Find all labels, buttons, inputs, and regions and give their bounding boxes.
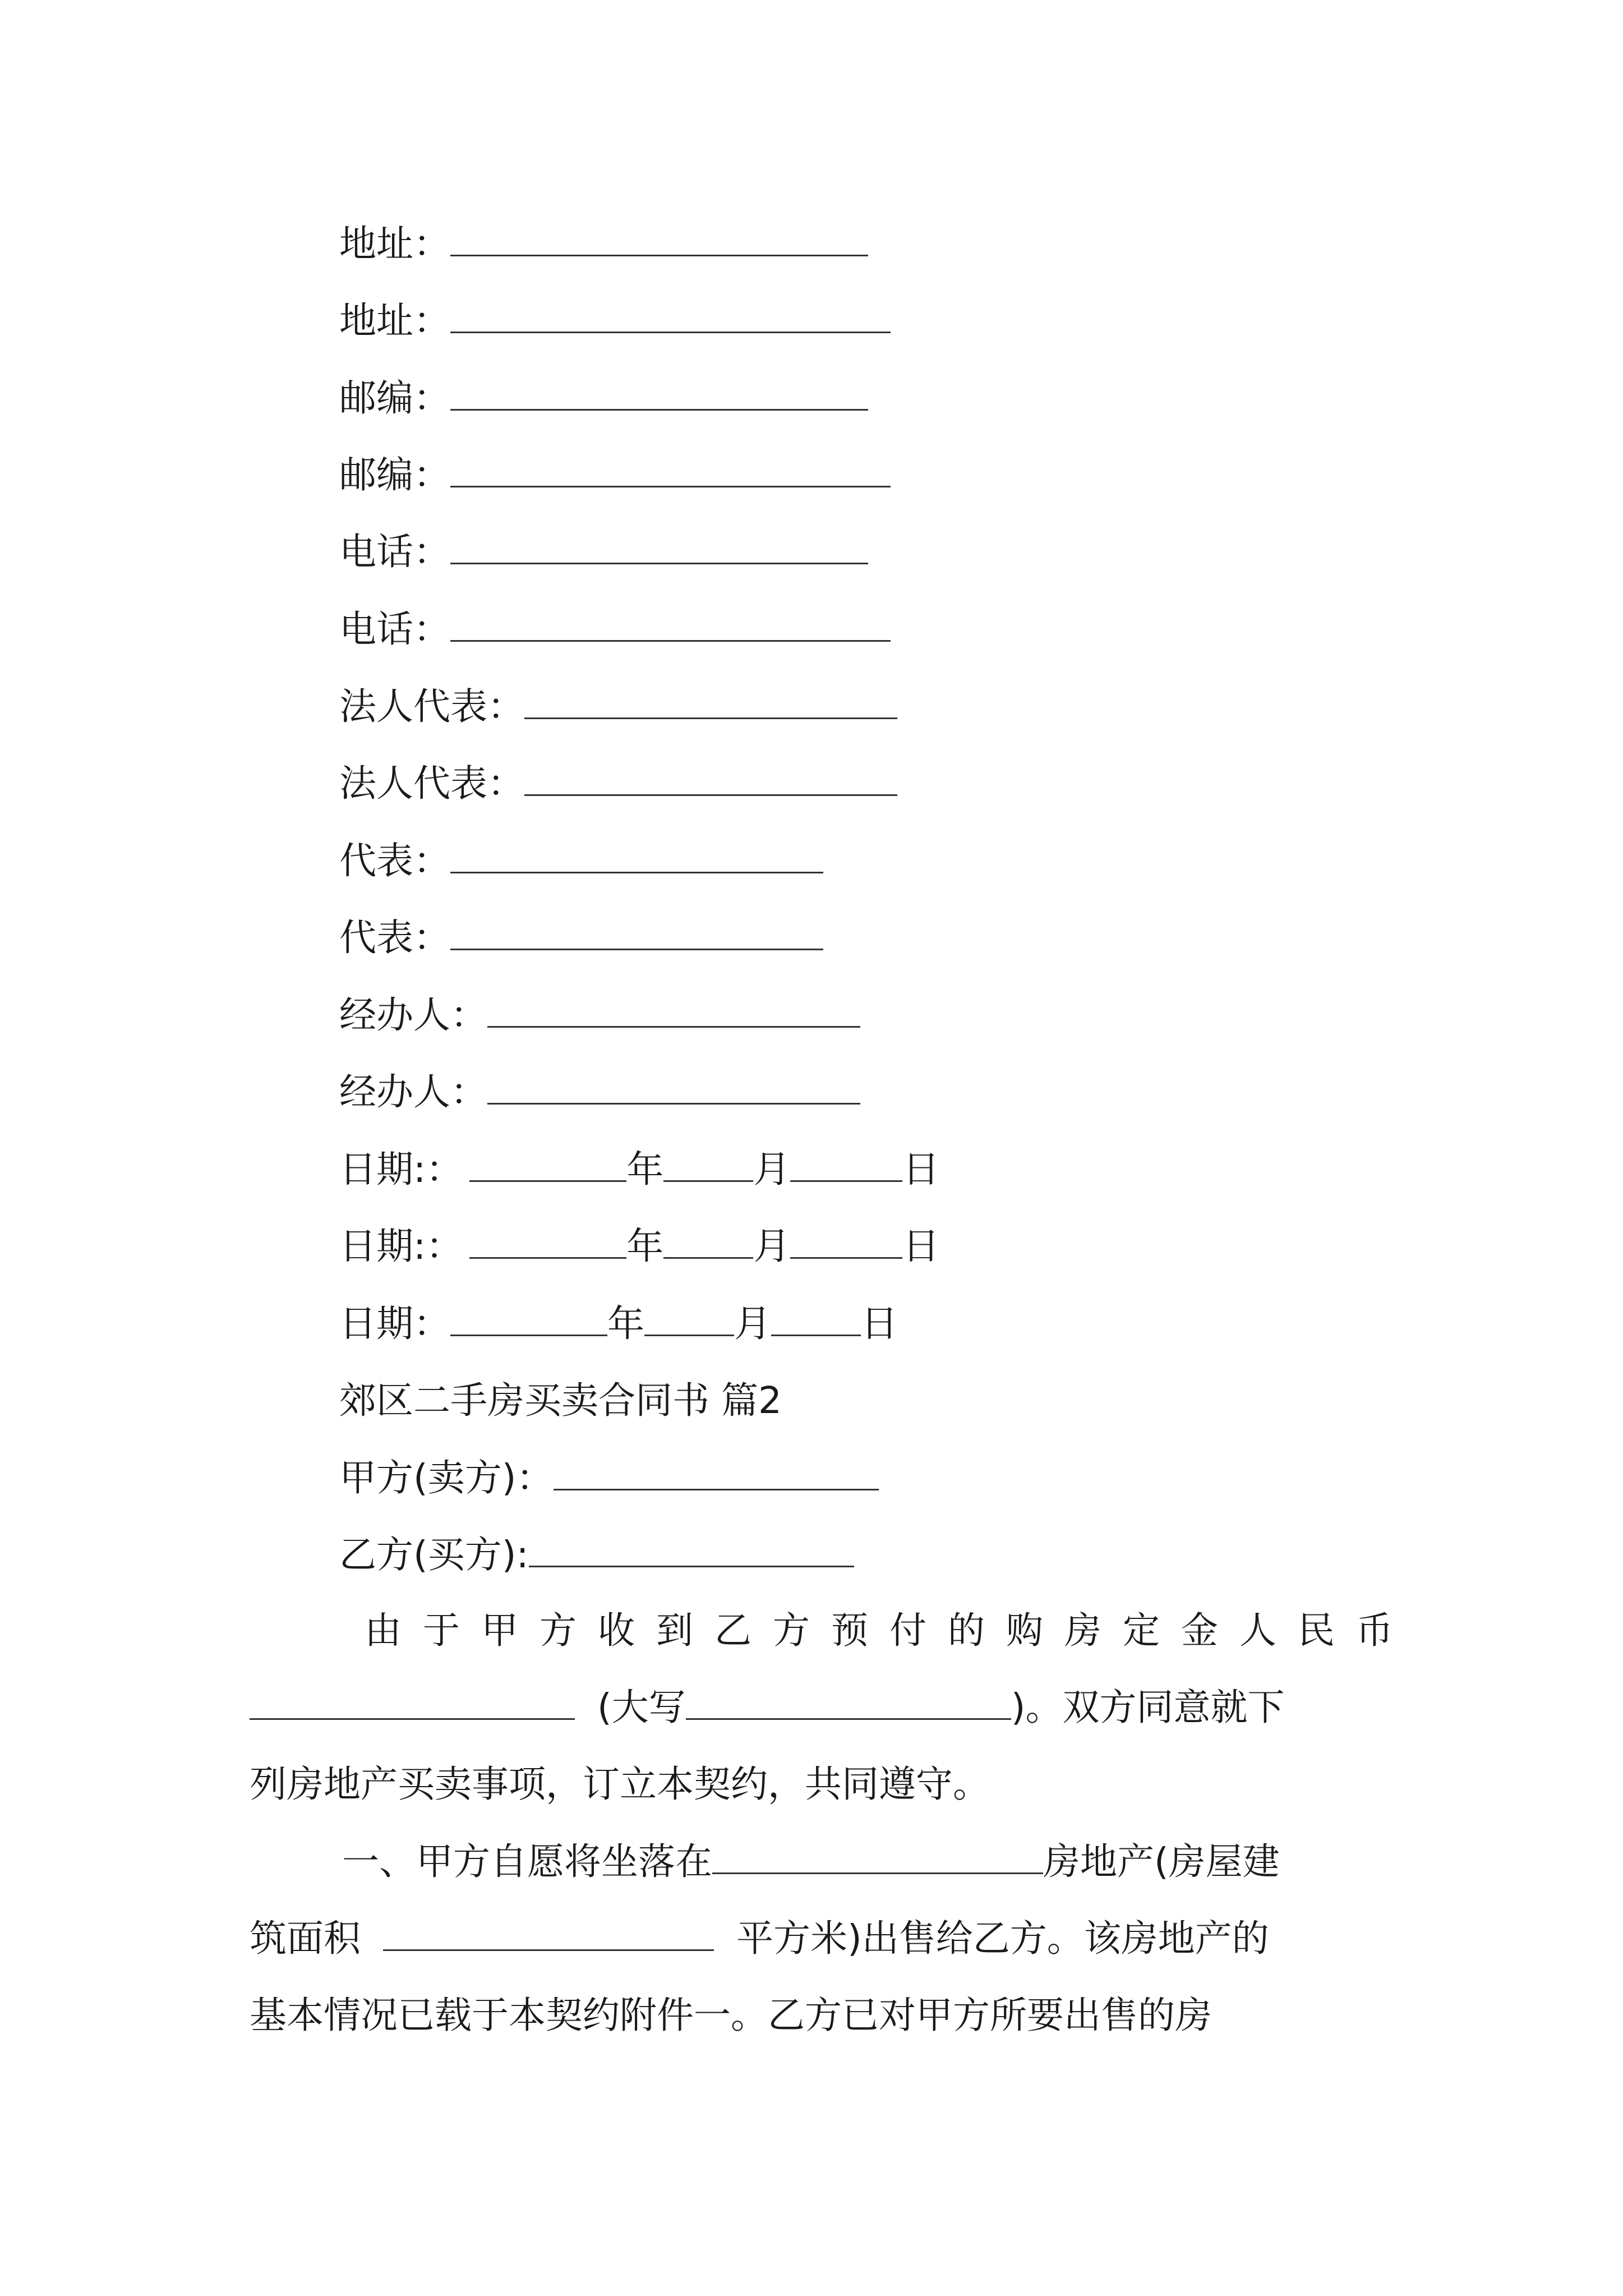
blank-line: [450, 373, 868, 411]
field-label: 甲方(卖方)：: [339, 1456, 554, 1499]
date-label: 日期:：: [339, 1225, 463, 1268]
field-label: 电话：: [339, 530, 450, 573]
date-line-1: [339, 1136, 939, 1203]
representative-field-1: [339, 827, 823, 895]
phone-field-1: [339, 518, 868, 586]
paragraph-line: [250, 1669, 1388, 1746]
inline-text: 筑面积: [250, 1917, 361, 1960]
blank-line: [450, 913, 823, 950]
date-line-3: [339, 1290, 898, 1358]
paragraph-line: [250, 1823, 1388, 1900]
year-label: 年: [626, 1225, 664, 1268]
month-label: 月: [753, 1148, 791, 1191]
blank-line: [554, 1453, 879, 1490]
blank-line: [524, 682, 897, 719]
paragraph-line: 基本情况已载于本契约附件一。乙方已对甲方所要出售的房: [250, 1994, 1212, 2037]
year-label: 年: [626, 1148, 664, 1191]
buyer-field: [339, 1521, 854, 1589]
blank-line: [450, 527, 868, 564]
blank-line: [450, 296, 891, 333]
paragraph-line: [250, 1900, 1388, 1977]
blank-line: [450, 219, 868, 256]
inline-text: 平方米)出售给乙方。该房地产的: [736, 1917, 1269, 1960]
blank-line: [450, 450, 891, 487]
month-label: 月: [734, 1302, 771, 1345]
blank-line: [469, 1221, 626, 1259]
field-label: 地址：: [339, 222, 450, 265]
blank-line: [469, 1144, 626, 1182]
blank-line: [790, 1221, 902, 1259]
field-label: 地址：: [339, 299, 450, 342]
year-label: 年: [607, 1302, 644, 1345]
section-title: 郊区二手房买卖合同书 篇2: [339, 1379, 782, 1422]
blank-line: [644, 1299, 734, 1336]
date-line-2: [339, 1213, 939, 1280]
field-label: 电话：: [339, 608, 450, 651]
field-label: 邮编：: [339, 453, 450, 496]
blank-line: [663, 1221, 753, 1259]
blank-line: [686, 1682, 1011, 1720]
blank-line: [524, 758, 897, 796]
day-label: 日: [861, 1302, 898, 1345]
handler-field-1: [339, 982, 860, 1049]
field-label: 邮编：: [339, 376, 450, 420]
blank-line: [383, 1913, 714, 1951]
field-label: 代表：: [339, 916, 450, 959]
paragraph-property: [250, 1823, 1388, 2054]
paragraph-line: 列房地产买卖事项，订立本契约，共同遵守。: [250, 1763, 990, 1806]
day-label: 日: [902, 1225, 940, 1268]
field-label: 经办人：: [339, 993, 487, 1037]
blank-line: [771, 1299, 861, 1336]
blank-line: [250, 1682, 575, 1720]
date-label: 日期：: [339, 1302, 450, 1345]
representative-field-2: [339, 904, 823, 972]
paragraph-deposit: [250, 1592, 1414, 1823]
inline-text: )。双方同意就下: [1011, 1686, 1285, 1729]
blank-line: [487, 990, 860, 1028]
blank-line: [663, 1144, 753, 1182]
postcode-field-2: [339, 441, 891, 509]
blank-line: [450, 836, 823, 873]
field-label: 代表：: [339, 839, 450, 882]
inline-text: 房地产(房屋建: [1043, 1840, 1280, 1883]
field-label: 乙方(买方):: [339, 1533, 529, 1576]
inline-text: (大写: [597, 1686, 686, 1729]
blank-line: [790, 1144, 902, 1182]
day-label: 日: [902, 1148, 940, 1191]
handler-field-2: [339, 1059, 860, 1126]
legal-rep-field-1: [339, 673, 897, 740]
address-field-2: [339, 287, 891, 355]
blank-line: [450, 1299, 607, 1336]
blank-line: [712, 1837, 1043, 1874]
paragraph-line: 由于甲方收到乙方预付的购房定金人民币: [365, 1609, 1414, 1652]
seller-field: [339, 1444, 879, 1512]
postcode-field-1: [339, 365, 868, 432]
inline-text: 一、甲方自愿将坐落在: [342, 1840, 712, 1883]
field-label: 法人代表：: [339, 685, 524, 728]
blank-line: [450, 604, 891, 642]
blank-line: [487, 1067, 860, 1105]
field-label: 法人代表：: [339, 762, 524, 805]
month-label: 月: [753, 1225, 791, 1268]
field-label: 经办人：: [339, 1070, 487, 1114]
blank-line: [529, 1530, 854, 1567]
phone-field-2: [339, 596, 891, 663]
address-field-1: [339, 210, 868, 278]
date-label: 日期:：: [339, 1148, 463, 1191]
legal-rep-field-2: [339, 750, 897, 817]
